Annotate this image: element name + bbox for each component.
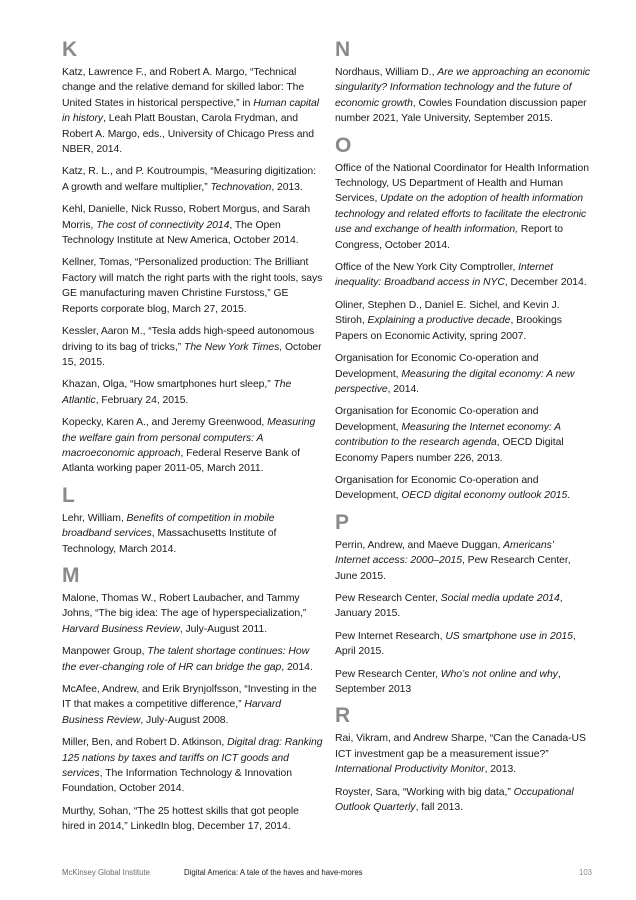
reference-title: Benefits of competition in mobile broadband services: [62, 512, 275, 540]
section-l: [62, 484, 324, 557]
reference-text: Royster, Sara, “Working with big data,”: [335, 786, 514, 798]
reference-text: , Pew Research Center, June 2015.: [335, 555, 571, 582]
reference-title: Digital drag: Ranking 125 nations by taxes and tariffs on ICT goods and services: [62, 737, 323, 780]
reference-entry: [62, 735, 324, 797]
reference-text: , 2014.: [281, 661, 313, 673]
reference-entry: [62, 255, 324, 317]
reference-text: Pew Internet Research,: [335, 630, 446, 642]
reference-text: , The Information Technology & Innovation Foundation, October 2014.: [62, 768, 292, 795]
reference-title: Occupational Outlook Quarterly: [335, 786, 574, 814]
left-column: [62, 38, 324, 842]
reference-text: , OECD Digital Economy Papers number 226, 2013.: [335, 437, 564, 464]
reference-entry: [335, 629, 591, 660]
reference-entry: [335, 473, 591, 504]
right-column: [335, 38, 591, 822]
reference-text: , April 2015.: [335, 630, 576, 658]
reference-text: , The Open Technology Institute at New America, October 2014.: [62, 219, 299, 247]
reference-entry: [62, 415, 324, 477]
reference-text: Kessler, Aaron M., “Tesla adds high-speed autonomous driving to its bag of tricks,”: [62, 326, 315, 353]
reference-text: Report to Congress, October 2014.: [335, 224, 564, 251]
reference-title: Measuring the welfare gain from personal computers: A macroeconomic approach: [62, 417, 316, 459]
reference-entry: [62, 804, 324, 835]
reference-entry: [62, 682, 324, 728]
reference-text: Oliner, Stephen D., Daniel E. Sichel, and Kevin J. Stiroh,: [335, 299, 560, 327]
section-k: [62, 38, 324, 477]
reference-entry: [62, 202, 324, 248]
section-letter: O: [335, 133, 352, 157]
reference-entry: [62, 511, 324, 557]
section-letter: K: [62, 38, 78, 61]
reference-text: Pew Research Center,: [335, 592, 441, 604]
reference-text: Katz, Lawrence F., and Robert A. Margo, “Technical change and the relative demand for skilled labor: The United States in historical perspective,” in: [62, 67, 305, 109]
section-letter: R: [335, 704, 351, 728]
reference-text: .: [567, 490, 571, 502]
reference-entry: [62, 591, 324, 637]
reference-text: , Cowles Foundation discussion paper number 2021, Yale University, September 2015.: [335, 97, 587, 125]
reference-title: Update on the adoption of health information technology and related efforts to facilitate the electronic use and exchange of health information,: [335, 193, 587, 236]
section-m: [62, 564, 324, 835]
reference-text: , Brookings Papers on Economic Activity, spring 2007.: [335, 315, 562, 342]
reference-text: , December 2014.: [504, 277, 587, 289]
section-p: [335, 511, 591, 698]
reference-text: , September 2013: [335, 668, 561, 695]
reference-text: Lehr, William,: [62, 512, 127, 524]
reference-title: The New York Times: [184, 341, 280, 353]
reference-title: Are we approaching an economic singularity? Information technology and the future of economic growth: [335, 67, 590, 109]
section-r: [335, 704, 591, 815]
reference-title: Measuring the Internet economy: A contribution to the research agenda: [335, 421, 561, 449]
section-n: [335, 38, 591, 127]
reference-entry: [335, 298, 591, 344]
reference-entry: [335, 65, 591, 127]
reference-title: Harvard Business Review: [62, 623, 180, 635]
reference-title: International Productivity Monitor: [335, 764, 485, 776]
section-letter: L: [62, 483, 75, 507]
reference-text: McAfee, Andrew, and Erik Brynjolfsson, “Investing in the IT that makes a competitive difference,”: [62, 684, 317, 711]
reference-entry: [335, 538, 591, 584]
section-letter: P: [335, 510, 350, 534]
reference-entry: [335, 731, 591, 777]
reference-text: Manpower Group,: [62, 646, 148, 658]
reference-text: Organisation for Economic Co-operation and Development,: [335, 353, 539, 380]
reference-entry: [335, 785, 591, 816]
reference-entry: [335, 404, 591, 466]
page-number: 103: [578, 868, 592, 877]
footer-publisher: McKinsey Global Institute: [62, 868, 150, 877]
reference-entry: [335, 351, 591, 397]
reference-entry: [62, 164, 324, 195]
reference-text: Organisation for Economic Co-operation and Development,: [335, 474, 539, 502]
reference-text: , July-August 2008.: [140, 714, 229, 726]
reference-entry: [62, 65, 324, 157]
section-o: [335, 134, 591, 504]
reference-text: Malone, Thomas W., Robert Laubacher, and Tammy Johns, “The big idea: The age of hyperspecialization,”: [62, 592, 307, 620]
reference-text: , Massachusetts Institute of Technology, March 2014.: [62, 528, 277, 555]
reference-text: , October 15, 2015.: [62, 341, 322, 368]
reference-text: Pew Research Center,: [335, 668, 441, 680]
reference-text: Katz, R. L., and P. Koutroumpis, “Measuring digitization: A growth and welfare multiplier,”: [62, 166, 316, 193]
reference-title: Measuring the digital economy: A new perspective: [335, 368, 575, 395]
reference-entry: [62, 644, 324, 675]
section-letter: N: [335, 38, 351, 61]
reference-entry: [62, 324, 324, 370]
reference-title: Technovation: [210, 181, 272, 193]
reference-text: Kehl, Danielle, Nick Russo, Robert Morgus, and Sarah Morris,: [62, 204, 311, 231]
reference-title: OECD digital economy outlook 2015: [401, 490, 568, 502]
reference-entry: [335, 667, 591, 698]
reference-entry: [335, 591, 591, 622]
reference-title: Harvard Business Review: [62, 699, 281, 726]
reference-text: , Federal Reserve Bank of Atlanta working paper 2011-05, March 2011.: [62, 447, 300, 475]
reference-title: Who’s not online and why: [440, 668, 558, 680]
reference-title: The talent shortage continues: How the ever-changing role of HR can bridge the gap: [62, 646, 310, 673]
reference-title: The Atlantic: [62, 379, 292, 406]
reference-entry: [335, 260, 591, 291]
reference-title: Human capital in history: [62, 97, 320, 125]
reference-text: , 2013.: [271, 181, 303, 193]
reference-title: US smartphone use in 2015: [445, 630, 573, 642]
reference-text: Kopecky, Karen A., and Jeremy Greenwood,: [62, 417, 268, 429]
reference-entry: [62, 377, 324, 408]
reference-title: Americans’ Internet access: 2000–2015: [335, 539, 554, 567]
reference-text: Organisation for Economic Co-operation and Development,: [335, 406, 539, 433]
reference-text: Perrin, Andrew, and Maeve Duggan,: [335, 539, 504, 551]
reference-title: The cost of connectivity 2014: [96, 219, 230, 231]
reference-text: , fall 2013.: [415, 802, 463, 814]
reference-text: , February 24, 2015.: [95, 394, 189, 406]
reference-text: Nordhaus, William D.,: [335, 67, 438, 78]
reference-text: Kellner, Tomas, “Personalized production: The Brilliant Factory will match the right parts with the right tools, says GE manufacturing maven Christine Furstoss,” GE Reports corporate blog, March 27, 2015.: [62, 257, 323, 315]
reference-title: Internet inequality: Broadband access in NYC: [335, 262, 553, 289]
reference-text: , July-August 2011.: [179, 623, 268, 635]
section-letter: M: [62, 563, 80, 587]
reference-text: , January 2015.: [335, 592, 563, 620]
reference-text: Murthy, Sohan, “The 25 hottest skills that got people hired in 2014,” LinkedIn blog, December 17, 2014.: [62, 805, 299, 833]
reference-text: Office of the National Coordinator for Health Information Technology, US Department of Health and Human Services,: [335, 162, 589, 205]
reference-text: , Leah Platt Boustan, Carola Frydman, and Robert A. Margo, eds., University of Chicago Press and NBER, 2014.: [62, 113, 314, 156]
reference-title: Social media update 2014: [440, 592, 560, 604]
reference-entry: [335, 161, 591, 253]
reference-text: , 2014.: [387, 383, 420, 395]
reference-text: , 2013.: [484, 764, 517, 776]
reference-title: Explaining a productive decade: [367, 315, 511, 327]
reference-text: Office of the New York City Comptroller,: [335, 262, 519, 274]
footer-document-title: Digital America: A tale of the haves and have-mores: [184, 868, 363, 877]
reference-text: Miller, Ben, and Robert D. Atkinson,: [62, 737, 228, 749]
reference-text: Khazan, Olga, “How smartphones hurt sleep,”: [62, 379, 274, 391]
reference-text: Rai, Vikram, and Andrew Sharpe, “Can the Canada-US ICT investment gap be a measurement issue?”: [335, 733, 586, 760]
